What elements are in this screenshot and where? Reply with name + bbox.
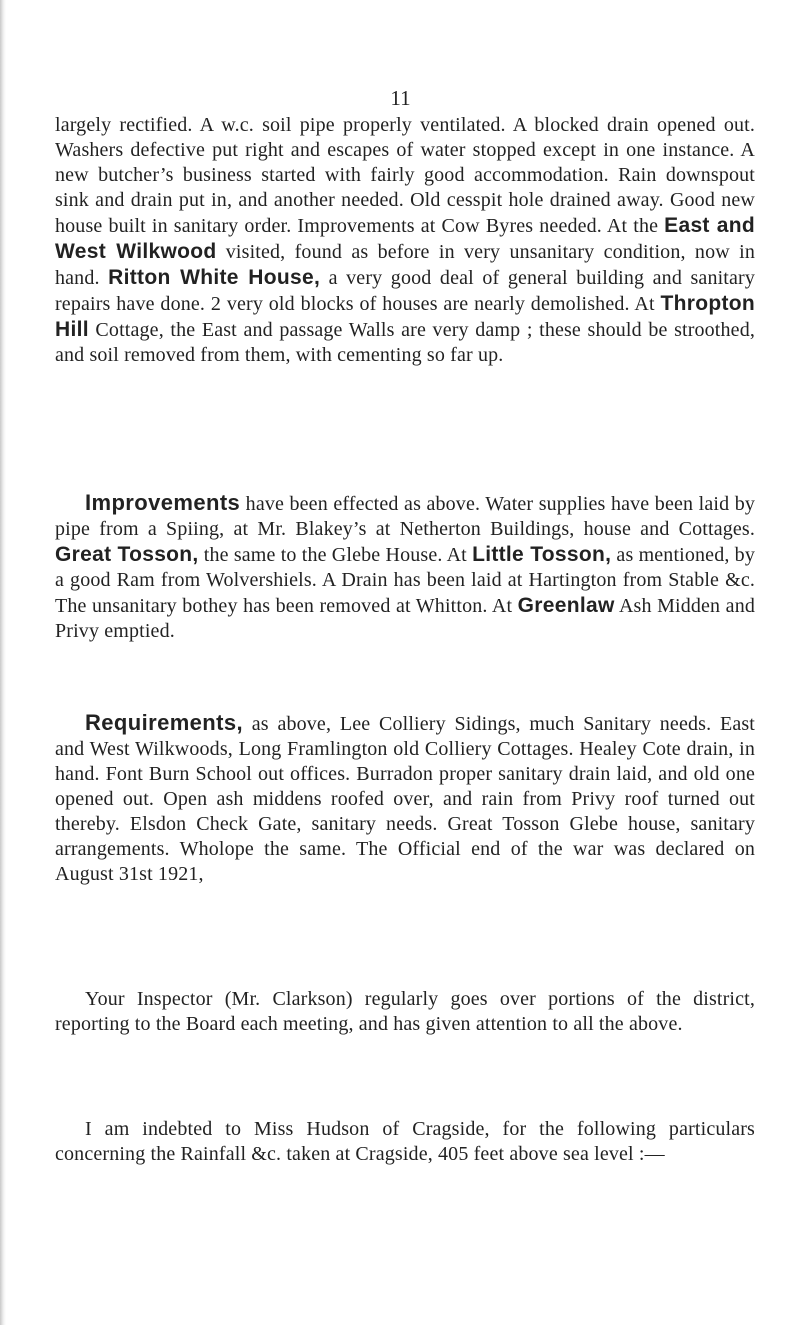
place-heading-little-tosson: Little Tosson,	[472, 543, 612, 566]
text-run: Cottage, the East and passage Walls are very damp ; these should be stroothed, and soil removed from them, with cementing so far up.	[55, 319, 755, 366]
paragraph-requirements	[55, 710, 755, 887]
text-run: the same to the Glebe House. At	[198, 544, 473, 566]
page-number: 11	[390, 86, 411, 110]
text-run: largely rectified. A w.c. soil pipe properly ventilated. A blocked drain opened out. Washers defective put right and escapes of water stopped except in one instance. A new butcher’s business started with fairly good accommodation. Rain downspout sink and drain put in, and another needed. Old cesspit hole drained away. Good new house built in sanitary order. Improvements at Cow Byres needed. At the	[55, 114, 755, 237]
scan-edge-shadow	[0, 0, 6, 1325]
text-run: a very good deal of general building and sanitary repairs have done. 2 very old blocks of houses are nearly demolished. At	[55, 267, 755, 315]
paragraph-sanitary-notes	[55, 113, 755, 368]
place-heading-thropton-hill: Thropton Hill	[55, 292, 755, 341]
text-run: as above, Lee Colliery Sidings, much Sanitary needs. East and West Wilkwoods, Long Framlington old Colliery Cottages. Healey Cote drain, in hand. Font Burn School out offices. Burradon proper sanitary drain laid, and old one opened out. Open ash middens roofed over, and rain from Privy roof turned out thereby. Elsdon Check Gate, sanitary needs. Great Tosson Glebe house, sanitary arrangements. Wholope the same. The Official end of the war was declared on August 31st 1921,	[55, 713, 755, 885]
place-heading-wilkwood: East and West Wilkwood	[55, 214, 755, 263]
text-run: visited, found as before in very unsanitary condition, now in hand.	[55, 241, 755, 289]
text-run: Your Inspector (Mr. Clarkson) regularly goes over portions of the district, reporting to the Board each meeting, and has given attention to all the above.	[55, 988, 755, 1035]
paragraph-improvements	[55, 490, 755, 644]
paragraph-rainfall-intro	[55, 1117, 755, 1167]
text-run: have been effected as above. Water supplies have been laid by pipe from a Spiing, at Mr. Blakey’s at Netherton Buildings, house and Cottages.	[55, 493, 755, 540]
section-heading-requirements: Requirements,	[85, 710, 244, 735]
paragraph-inspector	[55, 987, 755, 1037]
text-run: as mentioned, by a good Ram from Wolvershiels. A Drain has been laid at Hartington from Stable &c. The unsanitary bothey has been removed at Whitton. At	[55, 544, 755, 617]
text-run: Ash Midden and Privy emptied.	[55, 595, 755, 642]
place-heading-greenlaw: Greenlaw	[517, 594, 615, 617]
place-heading-ritton-white-house: Ritton White House,	[108, 266, 321, 289]
section-heading-improvements: Improvements	[85, 490, 241, 515]
text-run: I am indebted to Miss Hudson of Cragside, for the following particulars concerning the Rainfall &c. taken at Cragside, 405 feet above sea level :—	[55, 1118, 755, 1165]
place-heading-great-tosson: Great Tosson,	[55, 543, 199, 566]
